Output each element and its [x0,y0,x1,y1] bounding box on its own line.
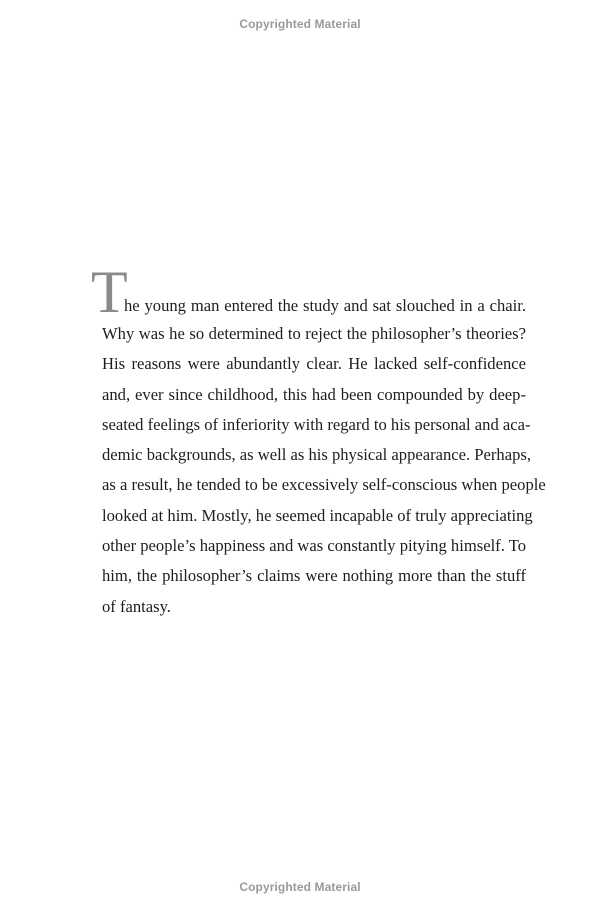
passage-line-11: of fantasy. [102,596,171,616]
passage-line-6: demic backgrounds, as well as his physical appearance. Perhaps, [102,445,531,465]
passage-line-4: and, ever since childhood, this had been compounded by deep- [102,384,526,404]
passage-line-1 [91,259,526,325]
passage-line-1-text: he young man entered the study and sat slouched in a chair. [124,296,526,315]
copyright-watermark-top: Copyrighted Material [239,17,361,31]
passage [91,259,546,622]
passage-line-9: other people’s happiness and was constantly pitying himself. To [102,536,526,556]
passage-line-5: seated feelings of inferiority with regard to his personal and aca- [102,414,531,434]
passage-line-2: Why was he so determined to reject the philosopher’s theories? [102,324,526,343]
passage-line-7: as a result, he tended to be excessively self-conscious when people [102,475,546,495]
passage-line-8: looked at him. Mostly, he seemed incapable of truly appreciating [102,505,533,525]
passage-line-3: His reasons were abundantly clear. He lacked self-confidence [102,354,526,374]
passage-line-10: him, the philosopher’s claims were nothing more than the stuff [102,566,526,586]
drop-cap: T [91,259,128,325]
copyright-watermark-bottom: Copyrighted Material [239,880,361,894]
